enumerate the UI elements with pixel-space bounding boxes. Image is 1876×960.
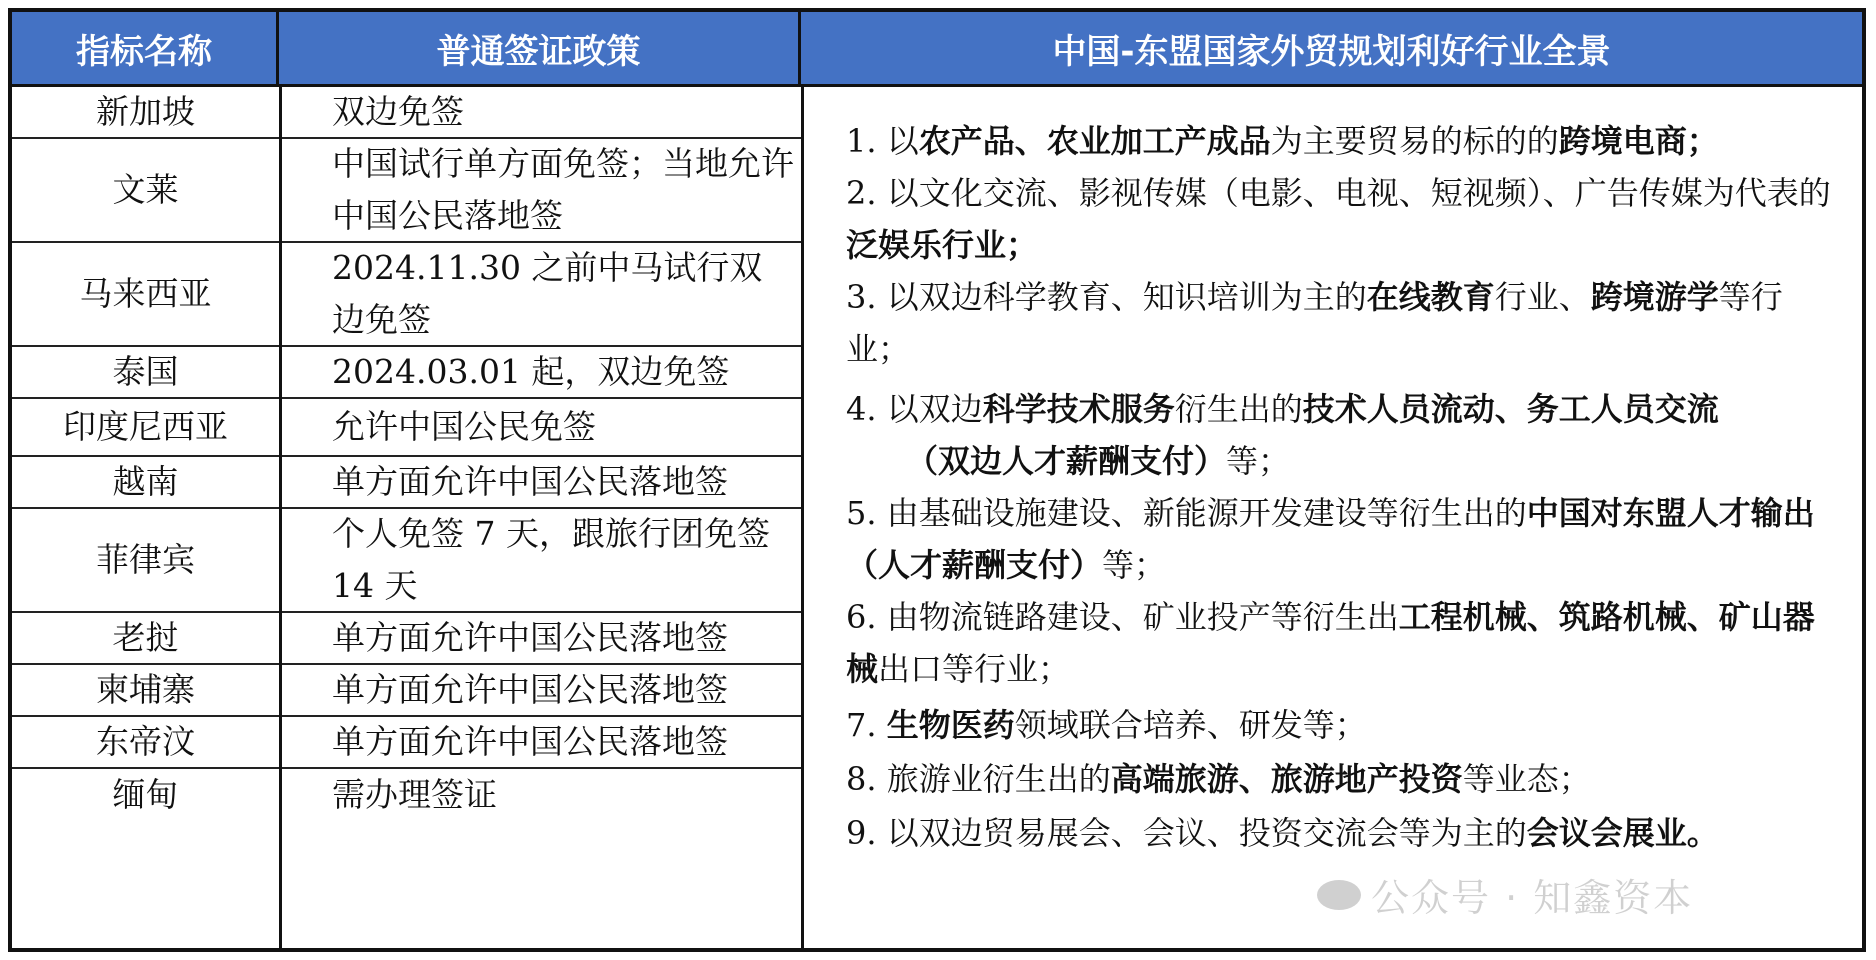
country-cell: 柬埔寨: [12, 665, 279, 717]
watermark-text: 公众号 · 知鑫资本: [1371, 876, 1694, 920]
policy-cell: 单方面允许中国公民落地签: [282, 613, 801, 665]
industry-item-5: 5. 由基础设施建设、新能源开发建设等衍生出的中国对东盟人才输出（人才薪酬支付）等；: [846, 494, 1815, 584]
policy-cell: 中国试行单方面免签；当地允许中国公民落地签: [282, 139, 801, 243]
policy-cell: 单方面允许中国公民落地签: [282, 717, 801, 769]
country-cell: 越南: [12, 457, 279, 509]
country-cell: 马来西亚: [12, 243, 279, 347]
header-indicator-name: 指标名称: [12, 12, 279, 84]
industry-item-3: 3. 以双边科学教育、知识培训为主的在线教育行业、跨境游学等行业；: [846, 278, 1783, 368]
industry-item-2: 2. 以文化交流、影视传媒（电影、电视、短视频）、广告传媒为代表的泛娱乐行业；: [846, 174, 1831, 264]
policy-cell: 单方面允许中国公民落地签: [282, 457, 801, 509]
header-industry-overview: 中国-东盟国家外贸规划利好行业全景: [801, 12, 1862, 84]
industry-item-8: 8. 旅游业衍生出的高端旅游、旅游地产投资等业态；: [846, 760, 1591, 798]
country-cell: 文莱: [12, 139, 279, 243]
industry-list: [804, 87, 1862, 952]
country-cell: 老挝: [12, 613, 279, 665]
header-visa-policy: 普通签证政策: [279, 12, 801, 84]
policy-cell: 允许中国公民免签: [282, 399, 801, 457]
country-cell: 菲律宾: [12, 509, 279, 613]
policy-cell: 双边免签: [282, 87, 801, 139]
industry-item-6: 6. 由物流链路建设、矿业投产等衍生出工程机械、筑路机械、矿山器械出口等行业；: [846, 598, 1815, 688]
industry-item-4: 4. 以双边科学技术服务衍生出的技术人员流动、务工人员交流 （双边人才薪酬支付）等；: [846, 390, 1719, 480]
country-cell: 东帝汶: [12, 717, 279, 769]
policy-cell: 需办理签证: [332, 775, 497, 814]
industry-item-9: 9. 以双边贸易展会、会议、投资交流会等为主的会议会展业。: [846, 814, 1719, 852]
industry-item-1: 1. 以农产品、农业加工产成品为主要贸易的标的的跨境电商；: [846, 122, 1719, 160]
policy-table: [8, 8, 1866, 952]
policy-cell: 个人免签 7 天，跟旅行团免签 14 天: [282, 509, 801, 613]
country-cell: 泰国: [12, 347, 279, 399]
country-cell: 缅甸: [112, 775, 179, 814]
country-cell: 新加坡: [12, 87, 279, 139]
policy-cell: 2024.03.01 起，双边免签: [282, 347, 801, 399]
industry-item-7: 7. 生物医药领域联合培养、研发等；: [846, 706, 1367, 744]
watermark: [1317, 867, 1693, 922]
policy-cell: 2024.11.30 之前中马试行双边免签: [282, 243, 801, 347]
policy-cell: 单方面允许中国公民落地签: [282, 665, 801, 717]
wechat-logo-icon: [1317, 880, 1361, 910]
country-cell: 印度尼西亚: [12, 399, 279, 457]
